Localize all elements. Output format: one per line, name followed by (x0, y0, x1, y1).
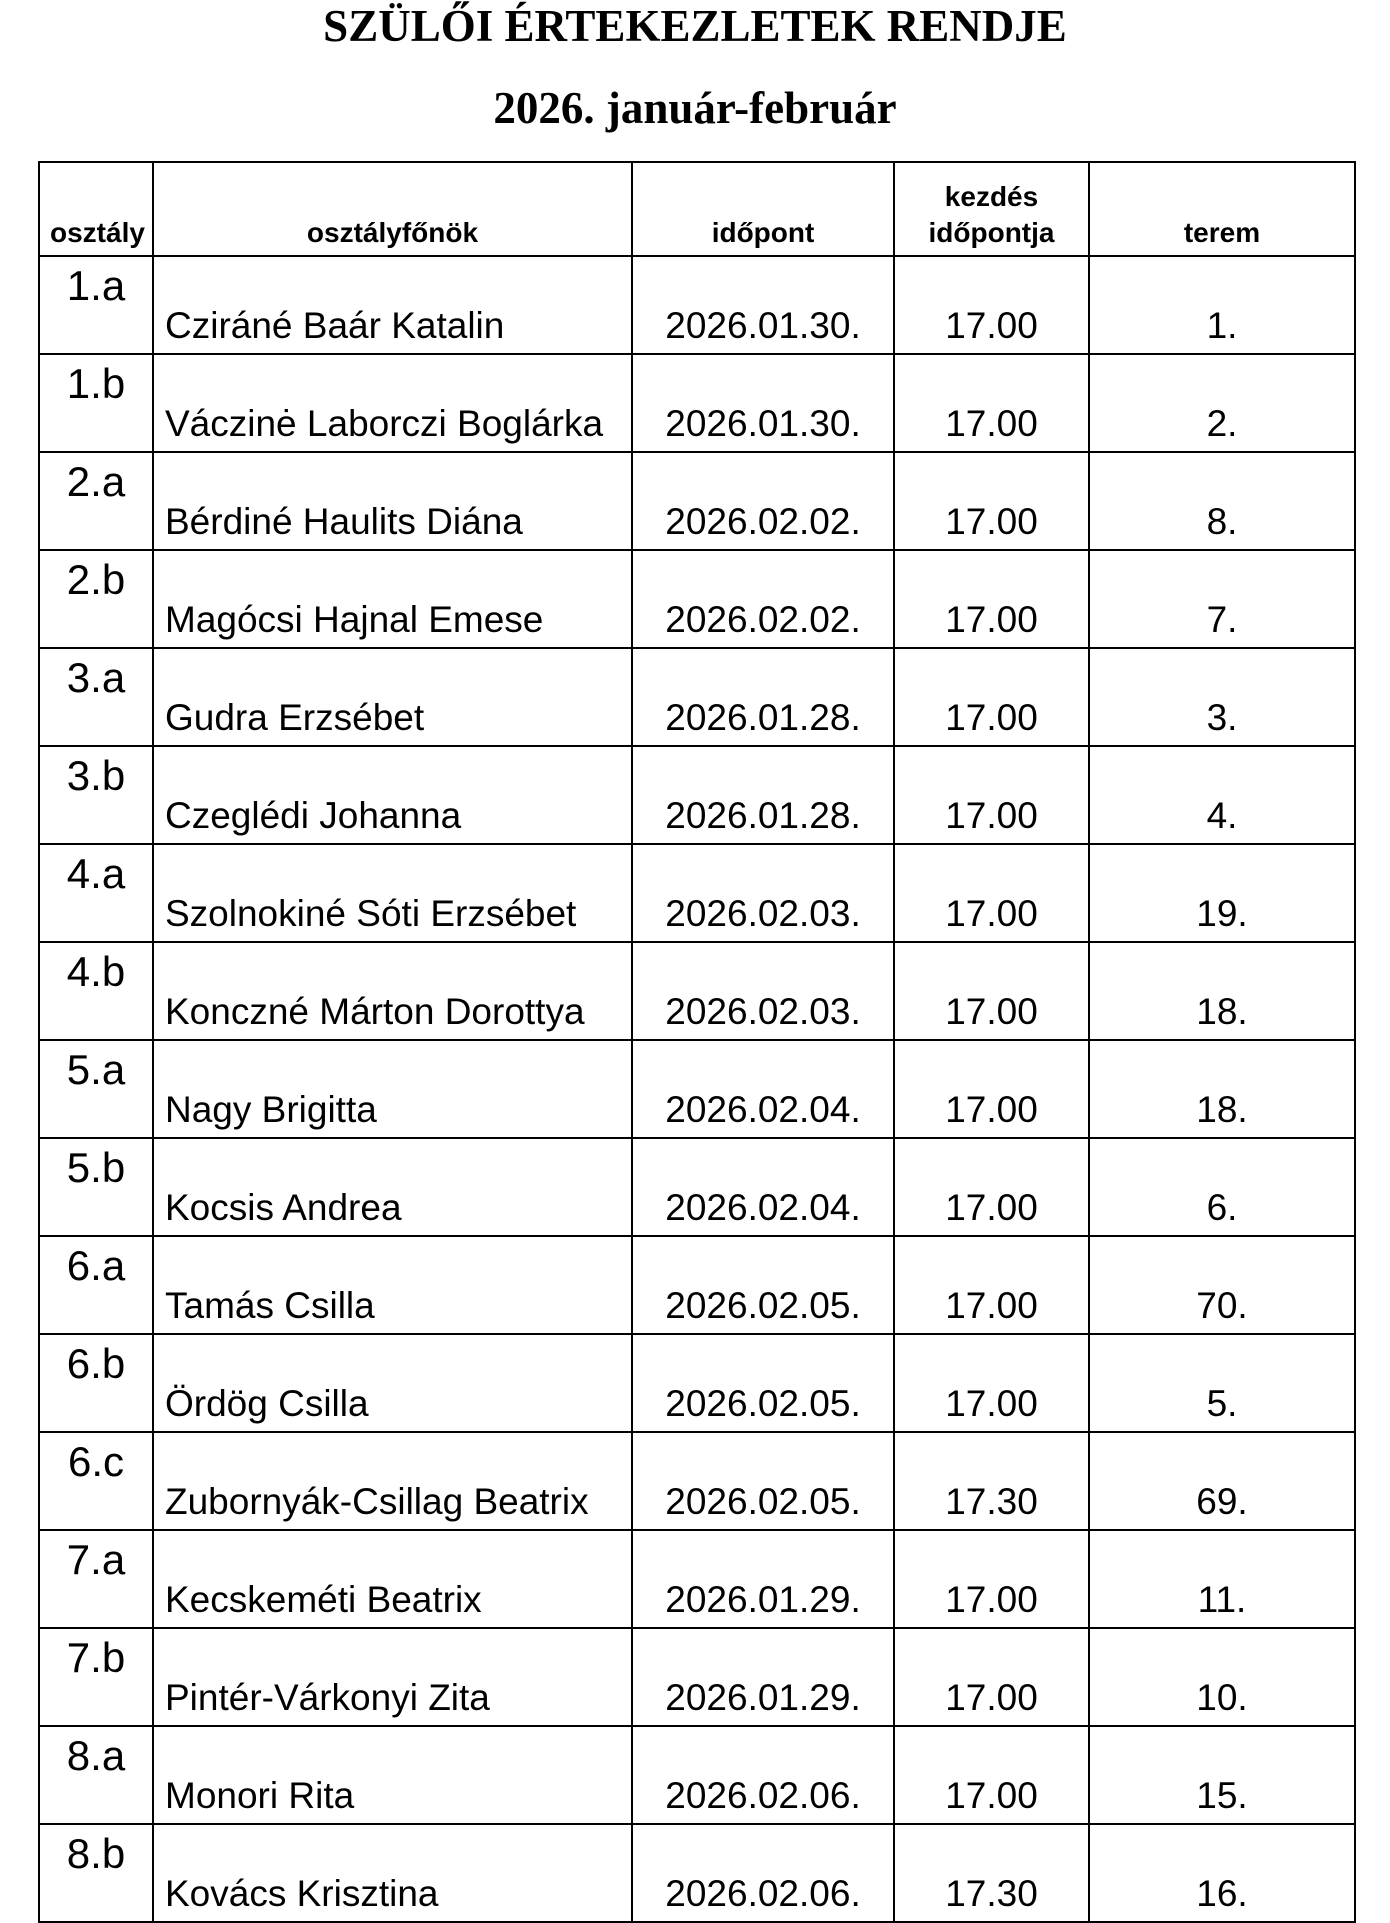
cell-kezdes: 17.00 (894, 648, 1089, 746)
cell-osztaly: 1.b (39, 354, 153, 452)
cell-osztalyfonok: Magócsi Hajnal Emese (153, 550, 632, 648)
table-row (39, 746, 1355, 844)
cell-kezdes: 17.00 (894, 1628, 1089, 1726)
cell-terem: 1. (1089, 256, 1355, 354)
cell-idopont: 2026.01.29. (632, 1530, 894, 1628)
cell-osztalyfonok: Kovács Krisztina (153, 1824, 632, 1922)
cell-idopont: 2026.02.03. (632, 942, 894, 1040)
cell-idopont: 2026.02.04. (632, 1040, 894, 1138)
cell-osztalyfonok: Tamás Csilla (153, 1236, 632, 1334)
document-title: SZÜLŐI ÉRTEKEZLETEK RENDJE (323, 1, 1067, 51)
cell-terem: 10. (1089, 1628, 1355, 1726)
header-kezdes (894, 162, 1089, 256)
cell-idopont: 2026.02.02. (632, 452, 894, 550)
table-row (39, 1726, 1355, 1824)
cell-osztalyfonok: Cziráné Baár Katalin (153, 256, 632, 354)
cell-idopont: 2026.01.29. (632, 1628, 894, 1726)
cell-osztalyfonok: Pintér-Várkonyi Zita (153, 1628, 632, 1726)
header-terem: terem (1089, 162, 1355, 256)
cell-terem: 2. (1089, 354, 1355, 452)
cell-terem: 18. (1089, 942, 1355, 1040)
cell-kezdes: 17.00 (894, 1334, 1089, 1432)
cell-idopont: 2026.02.04. (632, 1138, 894, 1236)
table-row (39, 1432, 1355, 1530)
cell-osztaly: 2.a (39, 452, 153, 550)
table-row (39, 1138, 1355, 1236)
cell-terem: 6. (1089, 1138, 1355, 1236)
cell-kezdes: 17.00 (894, 256, 1089, 354)
cell-osztaly: 6.c (39, 1432, 153, 1530)
header-osztalyfonok: osztályfőnök (153, 162, 632, 256)
cell-osztaly: 6.b (39, 1334, 153, 1432)
cell-osztalyfonok: Kocsis Andrea (153, 1138, 632, 1236)
cell-idopont: 2026.02.03. (632, 844, 894, 942)
cell-osztalyfonok: Nagy Brigitta (153, 1040, 632, 1138)
cell-osztaly: 5.a (39, 1040, 153, 1138)
cell-terem: 8. (1089, 452, 1355, 550)
cell-osztaly: 2.b (39, 550, 153, 648)
table-row (39, 452, 1355, 550)
cell-idopont: 2026.01.30. (632, 256, 894, 354)
cell-osztaly: 6.a (39, 1236, 153, 1334)
header-osztaly: osztály (39, 162, 153, 256)
cell-kezdes: 17.00 (894, 452, 1089, 550)
cell-kezdes: 17.00 (894, 1236, 1089, 1334)
cell-osztalyfonok: Zubornyák-Csillag Beatrix (153, 1432, 632, 1530)
table-row (39, 1530, 1355, 1628)
cell-terem: 69. (1089, 1432, 1355, 1530)
cell-osztalyfonok: Bérdiné Haulits Diána (153, 452, 632, 550)
cell-osztalyfonok: Kecskeméti Beatrix (153, 1530, 632, 1628)
cell-osztaly: 4.b (39, 942, 153, 1040)
cell-osztalyfonok: Szolnokiné Sóti Erzsébet (153, 844, 632, 942)
cell-terem: 16. (1089, 1824, 1355, 1922)
cell-terem: 3. (1089, 648, 1355, 746)
cell-osztaly: 3.b (39, 746, 153, 844)
table-row (39, 648, 1355, 746)
cell-kezdes: 17.00 (894, 1726, 1089, 1824)
table-row (39, 844, 1355, 942)
table-row (39, 942, 1355, 1040)
cell-kezdes: 17.00 (894, 550, 1089, 648)
table-row (39, 1040, 1355, 1138)
cell-osztalyfonok: Czeglédi Johanna (153, 746, 632, 844)
document-subtitle: 2026. január-február (493, 83, 897, 133)
cell-osztaly: 8.a (39, 1726, 153, 1824)
cell-kezdes: 17.30 (894, 1824, 1089, 1922)
header-kezdes-line1: kezdés (944, 181, 1039, 212)
cell-terem: 4. (1089, 746, 1355, 844)
cell-kezdes: 17.00 (894, 844, 1089, 942)
cell-terem: 7. (1089, 550, 1355, 648)
cell-idopont: 2026.02.05. (632, 1432, 894, 1530)
cell-osztaly: 3.a (39, 648, 153, 746)
cell-osztaly: 1.a (39, 256, 153, 354)
cell-idopont: 2026.01.28. (632, 746, 894, 844)
cell-osztaly: 8.b (39, 1824, 153, 1922)
cell-idopont: 2026.01.28. (632, 648, 894, 746)
table-row (39, 1824, 1355, 1922)
cell-idopont: 2026.01.30. (632, 354, 894, 452)
cell-kezdes: 17.00 (894, 1040, 1089, 1138)
cell-osztaly: 5.b (39, 1138, 153, 1236)
cell-kezdes: 17.00 (894, 1530, 1089, 1628)
schedule-table (38, 161, 1356, 1923)
table-row (39, 1628, 1355, 1726)
cell-idopont: 2026.02.02. (632, 550, 894, 648)
table-row (39, 354, 1355, 452)
cell-kezdes: 17.30 (894, 1432, 1089, 1530)
cell-osztaly: 4.a (39, 844, 153, 942)
cell-terem: 70. (1089, 1236, 1355, 1334)
cell-terem: 5. (1089, 1334, 1355, 1432)
header-idopont: időpont (632, 162, 894, 256)
table-row (39, 1236, 1355, 1334)
cell-osztalyfonok: Ördög Csilla (153, 1334, 632, 1432)
cell-idopont: 2026.02.05. (632, 1236, 894, 1334)
cell-kezdes: 17.00 (894, 746, 1089, 844)
cell-osztalyfonok: Gudra Erzsébet (153, 648, 632, 746)
cell-terem: 19. (1089, 844, 1355, 942)
cell-idopont: 2026.02.06. (632, 1726, 894, 1824)
table-row (39, 256, 1355, 354)
table-row (39, 1334, 1355, 1432)
cell-kezdes: 17.00 (894, 1138, 1089, 1236)
cell-kezdes: 17.00 (894, 354, 1089, 452)
cell-osztaly: 7.a (39, 1530, 153, 1628)
cell-osztalyfonok: Konczné Márton Dorottya (153, 942, 632, 1040)
cell-osztaly: 7.b (39, 1628, 153, 1726)
cell-osztalyfonok: Váczinė Laborczi Boglárka (153, 354, 632, 452)
table-row (39, 550, 1355, 648)
cell-kezdes: 17.00 (894, 942, 1089, 1040)
cell-osztalyfonok: Monori Rita (153, 1726, 632, 1824)
cell-idopont: 2026.02.05. (632, 1334, 894, 1432)
cell-terem: 15. (1089, 1726, 1355, 1824)
cell-terem: 11. (1089, 1530, 1355, 1628)
table-header-row (39, 162, 1355, 256)
header-kezdes-line2: időpontja (928, 217, 1055, 248)
cell-idopont: 2026.02.06. (632, 1824, 894, 1922)
cell-terem: 18. (1089, 1040, 1355, 1138)
